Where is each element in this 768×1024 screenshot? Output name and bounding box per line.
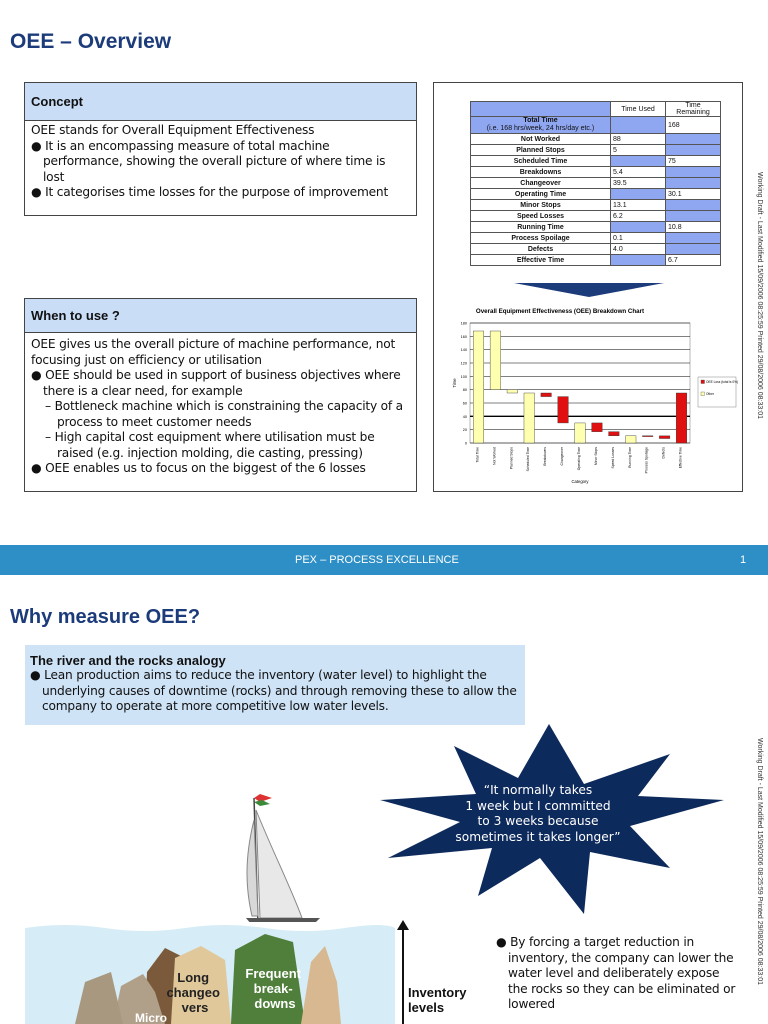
x-tick-label: Running Time <box>627 447 632 468</box>
row-used <box>611 156 666 167</box>
row-label: Changeover <box>471 178 611 189</box>
row-used: 39.5 <box>611 178 666 189</box>
row-label: Not Worked <box>471 134 611 145</box>
rock-label-frequent: downs <box>254 996 296 1011</box>
oee-table <box>470 101 721 266</box>
slide-title: OEE – Overview <box>10 30 172 53</box>
side-note: Working Draft - Last Modified 15/09/2006 08:25:59 Printed 29/08/2006 08:33:01 <box>756 172 763 419</box>
row-used: 13.1 <box>611 200 666 211</box>
table-row <box>471 211 721 222</box>
table-row <box>471 156 721 167</box>
table-row <box>471 244 721 255</box>
table-row <box>471 255 721 266</box>
table-corner <box>471 102 611 117</box>
right-bullet: ● By forcing a target reduction in inventory, the company can lower the water level and deliberately expose the rocks so they can be eliminated or lowered <box>496 935 736 1011</box>
row-label: Effective Time <box>471 255 611 266</box>
y-tick-label: 20 <box>462 428 467 433</box>
x-tick-label: Not Worked <box>492 447 497 465</box>
x-tick-label: Changeover <box>560 447 565 466</box>
bar <box>592 423 602 432</box>
river-analogy-box <box>25 645 525 725</box>
x-tick-label: Minor Stops <box>593 447 598 466</box>
row-remaining <box>666 200 721 211</box>
row-used <box>611 189 666 200</box>
row-used: 5.4 <box>611 167 666 178</box>
when-bullet: ● OEE enables us to focus on the biggest of the 6 losses <box>31 461 366 475</box>
y-tick-label: 160 <box>460 334 467 339</box>
table-row <box>471 200 721 211</box>
concept-line: OEE stands for Overall Equipment Effectiveness <box>31 123 315 137</box>
legend-label: OEE Loss (total is 0%) <box>706 380 739 384</box>
when-heading: When to use ? <box>25 299 416 333</box>
bar <box>473 331 483 443</box>
row-remaining <box>666 244 721 255</box>
side-note-2: Working Draft - Last Modified 15/09/2006 08:25:59 Printed 29/08/2006 08:33:01 <box>756 738 763 985</box>
rock-label-long: vers <box>181 1000 209 1015</box>
concept-bullet: ● It is an encompassing measure of total machine performance, showing the overall picture of where time is lost <box>31 138 386 184</box>
concept-bullet: ● It categorises time losses for the purpose of improvement <box>31 185 389 199</box>
row-label: Breakdowns <box>471 167 611 178</box>
oee-breakdown-chart <box>440 301 740 489</box>
y-tick-label: 60 <box>462 401 467 406</box>
bar <box>507 390 517 393</box>
x-tick-label: Effective Time <box>678 447 683 469</box>
rock-label-micro: Micro <box>134 1011 168 1024</box>
row-remaining: 75 <box>666 156 721 167</box>
slide2-title: Why measure OEE? <box>10 606 201 628</box>
table-cell <box>611 117 666 134</box>
x-tick-label: Breakdowns <box>543 447 548 466</box>
row-remaining: 10.8 <box>666 222 721 233</box>
x-tick-label: Scheduled Time <box>526 447 531 472</box>
row-used: 4.0 <box>611 244 666 255</box>
concept-box <box>24 82 417 216</box>
y-tick-label: 180 <box>460 321 467 326</box>
when-bullet: ● OEE should be used in support of business objectives where there is a clear need, for example <box>31 368 401 398</box>
bar <box>490 331 500 390</box>
row-remaining <box>666 211 721 222</box>
table-row <box>471 233 721 244</box>
row-used <box>611 222 666 233</box>
bar <box>626 436 636 443</box>
table-row <box>471 189 721 200</box>
x-tick-label: Defects <box>661 447 666 459</box>
y-tick-label: 140 <box>460 348 467 353</box>
bar <box>676 393 686 443</box>
concept-heading: Concept <box>25 83 416 121</box>
col-header-remaining: Time Remaining <box>666 102 721 117</box>
when-to-use-box <box>24 298 417 492</box>
legend-swatch <box>701 380 705 384</box>
x-tick-label: Total Time <box>475 447 480 463</box>
col-header-used: Time Used <box>611 102 666 117</box>
row-label: Planned Stops <box>471 145 611 156</box>
row-remaining: 30.1 <box>666 189 721 200</box>
x-axis-label: Category <box>571 479 589 484</box>
bar <box>541 393 551 397</box>
row-remaining <box>666 145 721 156</box>
bar <box>558 397 568 423</box>
river-heading: The river and the rocks analogy <box>30 653 226 668</box>
row-used: 88 <box>611 134 666 145</box>
when-subbullet: – Bottleneck machine which is constraining the capacity of a process to meet customer needs <box>45 399 403 429</box>
x-tick-label: Planned Stops <box>509 447 514 470</box>
legend-swatch <box>701 392 705 396</box>
x-tick-label: Process Spoilage <box>644 447 649 474</box>
bar <box>609 432 619 436</box>
chart-title: Overall Equipment Effectiveness (OEE) Breakdown Chart <box>475 308 645 315</box>
bar <box>659 436 669 439</box>
legend-label: Other <box>706 392 714 396</box>
sailboat-image <box>232 790 332 940</box>
rock-label-frequent: break- <box>253 981 293 996</box>
y-tick-label: 0 <box>464 441 467 446</box>
down-arrow-icon <box>514 283 664 299</box>
table-row <box>471 222 721 233</box>
y-tick-label: 80 <box>462 388 467 393</box>
row-used: 5 <box>611 145 666 156</box>
bar <box>642 436 652 437</box>
x-tick-label: Speed Losses <box>610 447 615 469</box>
y-tick-label: 40 <box>462 414 467 419</box>
oee-figure <box>433 82 743 492</box>
row-label: Running Time <box>471 222 611 233</box>
table-row <box>471 145 721 156</box>
row-label: Minor Stops <box>471 200 611 211</box>
y-tick-label: 120 <box>460 361 467 366</box>
row-label: Defects <box>471 244 611 255</box>
table-row <box>471 167 721 178</box>
when-body <box>25 333 416 479</box>
table-cell: 168 <box>666 117 721 134</box>
bar <box>524 393 534 443</box>
row-remaining <box>666 233 721 244</box>
row-remaining <box>666 167 721 178</box>
table-row <box>471 134 721 145</box>
row-label: Process Spoilage <box>471 233 611 244</box>
river-bullet: ● Lean production aims to reduce the inventory (water level) to highlight the underlying causes of downtime (rocks) and through removing these to allow the company to operate at more competitive low water levels. <box>30 668 517 713</box>
footer-text: PEX – PROCESS EXCELLENCE <box>295 554 459 566</box>
row-used <box>611 255 666 266</box>
table-row <box>471 178 721 189</box>
inventory-label: Inventory levels <box>408 985 467 1015</box>
row-label: Operating Time <box>471 189 611 200</box>
quote-text: “It normally takes 1 week but I committed to 3 weeks because sometimes it takes longer” <box>455 783 621 844</box>
rock-label-long: changeo <box>166 985 220 1000</box>
y-tick-label: 100 <box>460 374 467 379</box>
river-rocks-illustration <box>25 922 395 1024</box>
row-remaining <box>666 178 721 189</box>
row-used: 0.1 <box>611 233 666 244</box>
row-remaining <box>666 134 721 145</box>
row-label: Speed Losses <box>471 211 611 222</box>
rock-label-frequent: Frequent <box>245 966 301 981</box>
concept-body <box>25 121 416 203</box>
total-time-label: Total Time (i.e. 168 hrs/week, 24 hrs/day etc.) <box>471 117 611 134</box>
row-remaining: 6.7 <box>666 255 721 266</box>
y-axis-label: Time <box>452 378 457 388</box>
bar <box>575 423 585 443</box>
when-intro: OEE gives us the overall picture of machine performance, not focusing just on efficiency or utilisation <box>31 337 396 367</box>
when-subbullet: – High capital cost equipment where utilisation must be raised (e.g. injection molding, die casting, pressing) <box>45 430 375 460</box>
row-used: 6.2 <box>611 211 666 222</box>
rock-label-long: Long <box>177 970 210 985</box>
row-label: Scheduled Time <box>471 156 611 167</box>
footer-bar <box>0 545 768 575</box>
x-tick-label: Operating Time <box>577 447 581 471</box>
page-number: 1 <box>740 554 747 566</box>
